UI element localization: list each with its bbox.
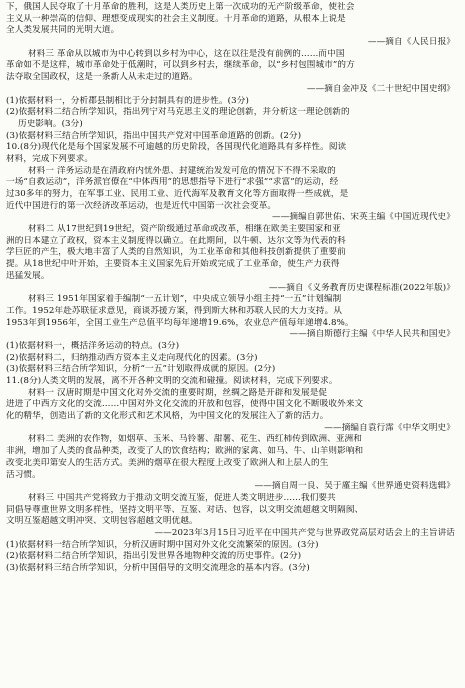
text-line: 材料，完成下列要求。: [6, 153, 94, 164]
text-line: (1)依据材料一结合所学知识，分析汉唐时期中国对外文化交流繁荣的原因。(3分): [6, 539, 319, 550]
text-line: 一场“自救运动”，洋务派官僚在“中体西用”的思想指导下进行“求强”“求富”的运动，经: [6, 177, 339, 188]
text-line: (2)依据材料二结合所学知识，指出列宁对马克思主义的理论创新，并分析这一理论创新的: [6, 107, 350, 118]
text-line: 迅猛发展。: [6, 270, 50, 281]
text-line: 1953年到1956年，全国工业生产总值平均每年递增19.6%，农业总产值每年递增4.8%。: [6, 317, 354, 328]
text-line: 材料三 中国共产党将致力于推动文明交流互鉴，促进人类文明进步……我们要共: [28, 492, 336, 503]
text-line: 材料三 革命从以城市为中心转到以乡村为中心，这在以往是没有前例的……而中国: [28, 48, 345, 59]
text-line: 材料一 汉唐时期是中国文化对外交流的重要时期，丝绸之路是开辟和发展是促: [28, 387, 328, 398]
text-line: (2)依据材料二结合所学知识，指出引发世界各地物种交流的历史事件。(2分): [6, 551, 302, 562]
text-line: 10.(8分)现代化是每个国家发展不可逾越的历史阶段，各国现代化道路具有多样性。阅读: [6, 142, 347, 153]
source-citation: ——摘自斯德行主编《中华人民共和国史》: [289, 329, 455, 340]
text-line: 材料二 美洲的农作物，如烟草、玉米、马铃薯、甜薯、花生、西红柿传到欧洲、亚洲和: [28, 434, 362, 445]
source-citation: ——摘编自郭世佑、宋英主编《中国近现代史》: [272, 212, 455, 223]
text-line: 文明互鉴超越文明冲突、文明包容超越文明优越。: [6, 516, 198, 527]
source-citation: ——摘自《人民日报》: [367, 37, 455, 48]
text-line: (1)依据材料一，分析郡县制相比于分封制具有的进步性。(3分): [6, 95, 249, 106]
text-line: 洲的日本建立了政权，资本主义制度得以确立。在此期间，以牛顿、达尔文等为代表的科: [6, 235, 346, 246]
text-line: (3)依据材料三结合所学知识，指出中国共产党对中国革命道路的创新。(2分): [6, 130, 302, 141]
text-line: (1)依据材料一，概括洋务运动的特点。(3分): [6, 340, 180, 351]
source-citation: ——2023年3月15日习近平在中国共产党与世界政党高层对话会上的主旨讲话: [154, 527, 455, 538]
text-line: 11.(8分)人类文明的发展，离不开各种文明的交流和碰撞。阅读材料，完成下列要求。: [6, 376, 338, 386]
text-line: 法夺取全国政权，这是一条新人从未走过的道路。: [6, 72, 198, 83]
text-line: 革命如不是这样，城市革命处于低潮时，可以到乡村去，继续革命，以“乡村包围城市”的方: [6, 60, 355, 71]
text-line: 全人类发展共同的光明大道。: [6, 25, 120, 36]
text-line: 下，俄国人民夺取了十月革命的胜利，这是人类历史上第一次成功的无产阶级革命，使社会: [6, 2, 355, 12]
text-line: 化的精华，创造出了新的文化形式和艺术风格，为中国文化的发展注入了新的活力。: [6, 411, 329, 422]
text-line: 历史影响。(3分): [18, 118, 83, 129]
text-line: 学巨匠的产生，极大地丰富了人类的自然知识，为工业革命和其他科技创新提供了重要前: [6, 247, 346, 258]
text-line: 过30多年的努力，在军事工业、民用工业、近代海军及教育文化等方面取得一些成就，是: [6, 189, 349, 199]
text-line: (3)依据材料三结合所学知识，分析“一五”计划取得成就的原因。(2分): [6, 364, 276, 375]
text-line: (3)依据材料三结合所学知识，分析中国倡导的文明交流理念的基本内容。(3分): [6, 563, 310, 573]
text-line: (2)依据材料二，归纳推动西方资本主义走向现代化的因素。(3分): [6, 352, 258, 363]
text-line: 提。从18世纪中叶开始，主要资本主义国家先后开始或完成了工业革命，使生产力获得: [6, 259, 340, 270]
text-line: 工作。1952年赴苏联征求意见，商谈苏援方案，得到斯大林和苏联人民的大力支持。从: [6, 305, 343, 316]
source-citation: ——摘自金冲及《二十世纪中国史纲》: [306, 83, 455, 94]
text-line: 材料三 1951年国家着手编制“一五计划”，中央成立领导小组主持“一五”计划编制: [28, 294, 342, 305]
text-line: 活习惯。: [6, 469, 41, 480]
text-line: 进进了中西方文化的交流……中国对外文化交流的开放和包容，使得中国文化不断吸收外来文: [6, 399, 364, 410]
text-line: 材料二 从17世纪到19世纪，资产阶级通过革命或改革，相继在欧美主要国家和亚: [28, 224, 341, 235]
text-line: 非洲，增加了人类的食品种类，改变了人的饮食结构；欧洲的家禽、如马、牛、山羊则影响和: [6, 446, 364, 457]
text-line: 主义从一种崇高的信仰、理想变成现实的社会主义制度。十月革命的道路，从根本上说是: [6, 13, 346, 24]
text-line: 同倡导尊重世界文明多样性，坚持文明平等、互鉴、对话、包容，以文明交流超越文明隔阂、: [6, 504, 364, 515]
text-line: 近代中国进行的第一次经济改革运动，也是近代中国第一次社会变革。: [6, 200, 277, 211]
text-line: 改变北美印第安人的生活方式。美洲的烟草在很大程度上改变了欧洲人和上层人的生: [6, 457, 329, 468]
source-citation: ——摘编自袁行霈《中华文明史》: [324, 422, 455, 433]
text-line: 材料一 洋务运动是在清政府内忧外患、封建统治发发可危的情况下不得不采取的: [28, 165, 336, 176]
source-citation: ——摘自《义务教育历史课程标准(2022年版)》: [268, 282, 455, 293]
source-citation: ——摘自周一良、吴于廑主编《世界通史资料选辑》: [254, 481, 455, 492]
